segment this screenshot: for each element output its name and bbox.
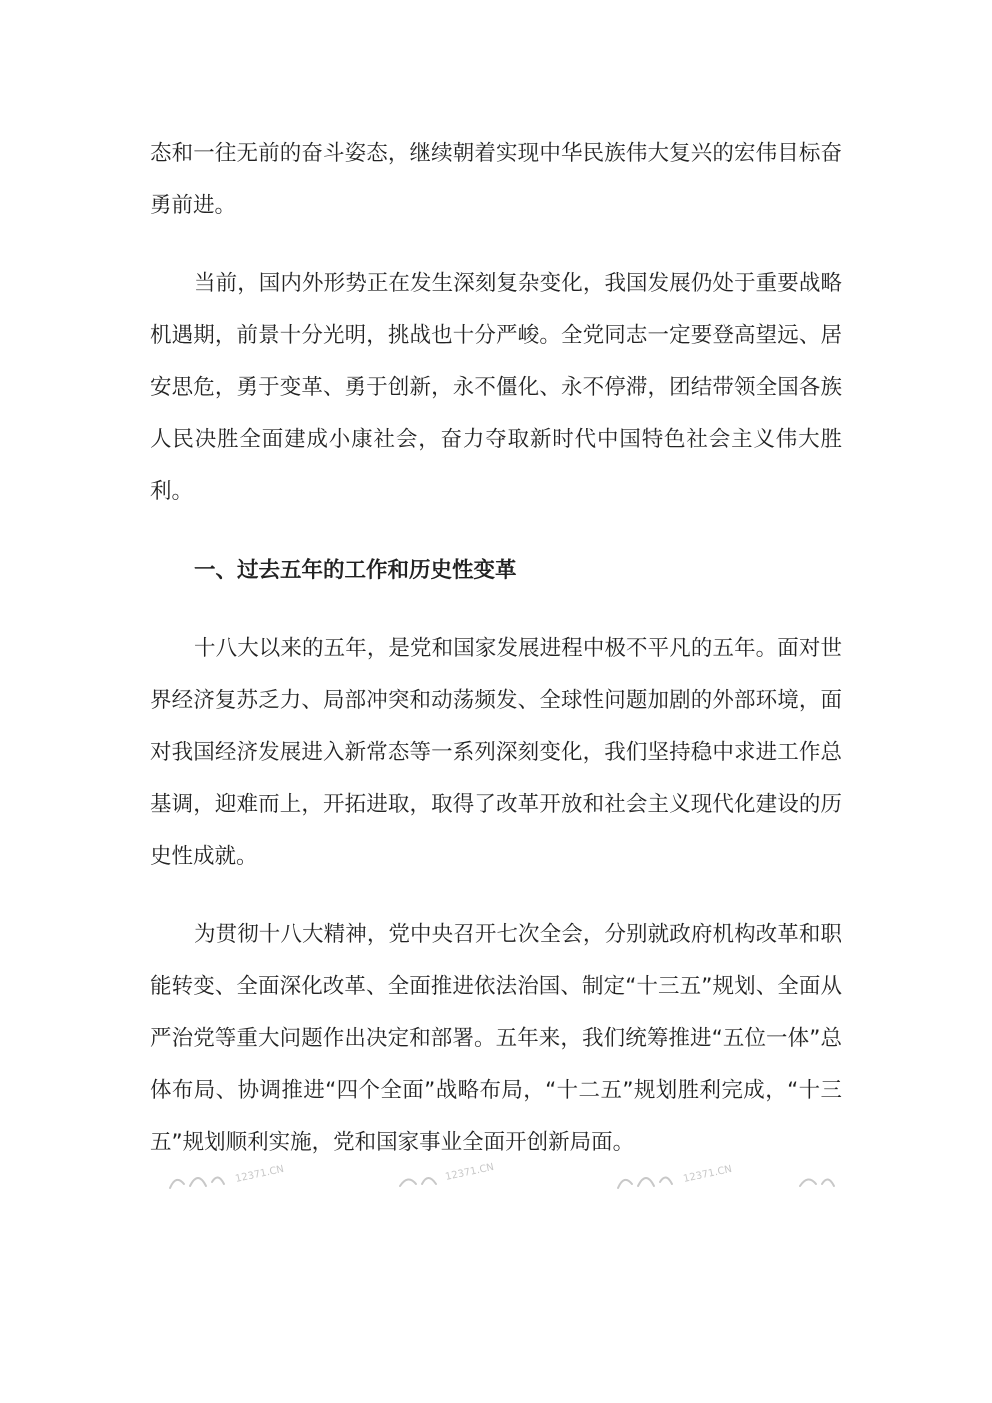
paragraph-current-situation: 当前，国内外形势正在发生深刻复杂变化，我国发展仍处于重要战略机遇期，前景十分光明，挑战也十分严峻。全党同志一定要登高望远、居安思危，勇于变革、勇于创新，永不僵化、永不停滞，团结带领全国各族人民决胜全面建成小康社会，奋力夺取新时代中国特色社会主义伟大胜利。: [150, 271, 842, 504]
watermark-text-2: 12371.CN: [444, 1161, 495, 1183]
watermark-text-1: 12371.CN: [234, 1163, 285, 1185]
watermark-text-3: 12371.CN: [682, 1163, 733, 1185]
paragraph-plenary-sessions: 为贯彻十八大精神，党中央召开七次全会，分别就政府机构改革和职能转变、全面深化改革、全面推进依法治国、制定“十三五”规划、全面从严治党等重大问题作出决定和部署。五年来，我们统筹推进“五位一体”总体布局、协调推进“四个全面”战略布局，“十二五”规划胜利完成，“十三五”规划顺利实施，党和国家事业全面开创新局面。: [150, 922, 842, 1155]
paragraph-five-years: 十八大以来的五年，是党和国家发展进程中极不平凡的五年。面对世界经济复苏乏力、局部冲突和动荡频发、全球性问题加剧的外部环境，面对我国经济发展进入新常态等一系列深刻变化，我们坚持稳中求进工作总基调，迎难而上，开拓进取，取得了改革开放和社会主义现代化建设的历史性成就。: [150, 636, 842, 869]
paragraph-continuation: 态和一往无前的奋斗姿态，继续朝着实现中华民族伟大复兴的宏伟目标奋勇前进。: [150, 141, 842, 218]
section-heading: 一、过去五年的工作和历史性变革: [194, 558, 517, 583]
watermark-logo-icon: [150, 1160, 842, 1196]
watermark: [150, 1160, 842, 1196]
